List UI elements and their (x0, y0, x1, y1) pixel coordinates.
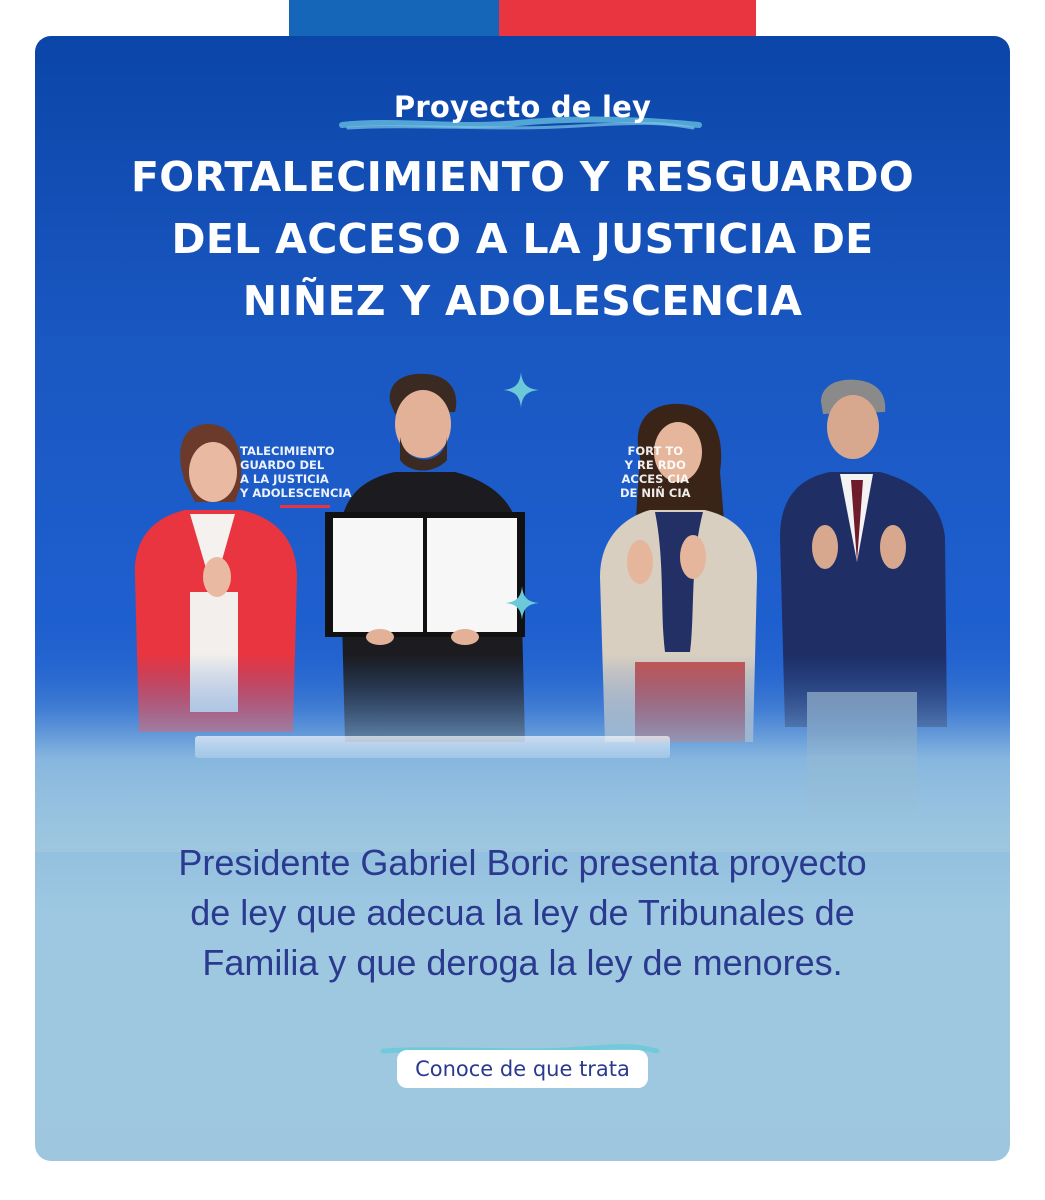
backdrop-left-line-3: A LA JUSTICIA (240, 472, 329, 486)
summary-line-2: de ley que adecua la ley de Tribunales de (190, 892, 855, 933)
backdrop-sign-left (240, 444, 352, 500)
headline-line-2: DEL ACCESO A LA JUSTICIA DE (171, 215, 874, 263)
announcement-card (35, 36, 1010, 1161)
backdrop-left-line-2: GUARDO DEL (240, 458, 325, 472)
backdrop-sign-right (620, 444, 691, 500)
event-photo (35, 332, 1010, 852)
backdrop-right-line-1: FORT TO (627, 444, 683, 458)
summary-text (65, 838, 980, 988)
flag-stripe-red (499, 0, 756, 36)
headline (75, 146, 970, 332)
learn-more-button[interactable]: Conoce de que trata (397, 1050, 648, 1088)
headline-line-3: NIÑEZ Y ADOLESCENCIA (242, 277, 803, 325)
summary-line-1: Presidente Gabriel Boric presenta proyecto (178, 842, 867, 883)
backdrop-left-line-4: Y ADOLESCENCIA (240, 486, 352, 500)
backdrop-left-underline (280, 505, 330, 508)
headline-line-1: FORTALECIMIENTO Y RESGUARDO (130, 153, 915, 201)
backdrop-right-line-3: ACCES CIA (621, 472, 690, 486)
flag-stripe-blue (289, 0, 499, 36)
sparkle-icon (503, 372, 539, 408)
backdrop-right-line-2: Y RE RDO (624, 458, 686, 472)
kicker-label: Proyecto de ley (393, 90, 652, 124)
backdrop-left-line-1: TALECIMIENTO (240, 444, 335, 458)
backdrop-right-line-4: DE NIÑ CIA (620, 486, 691, 500)
summary-line-3: Familia y que deroga la ley de menores. (202, 942, 843, 983)
signing-table (195, 736, 670, 758)
sparkle-icon (505, 586, 539, 620)
